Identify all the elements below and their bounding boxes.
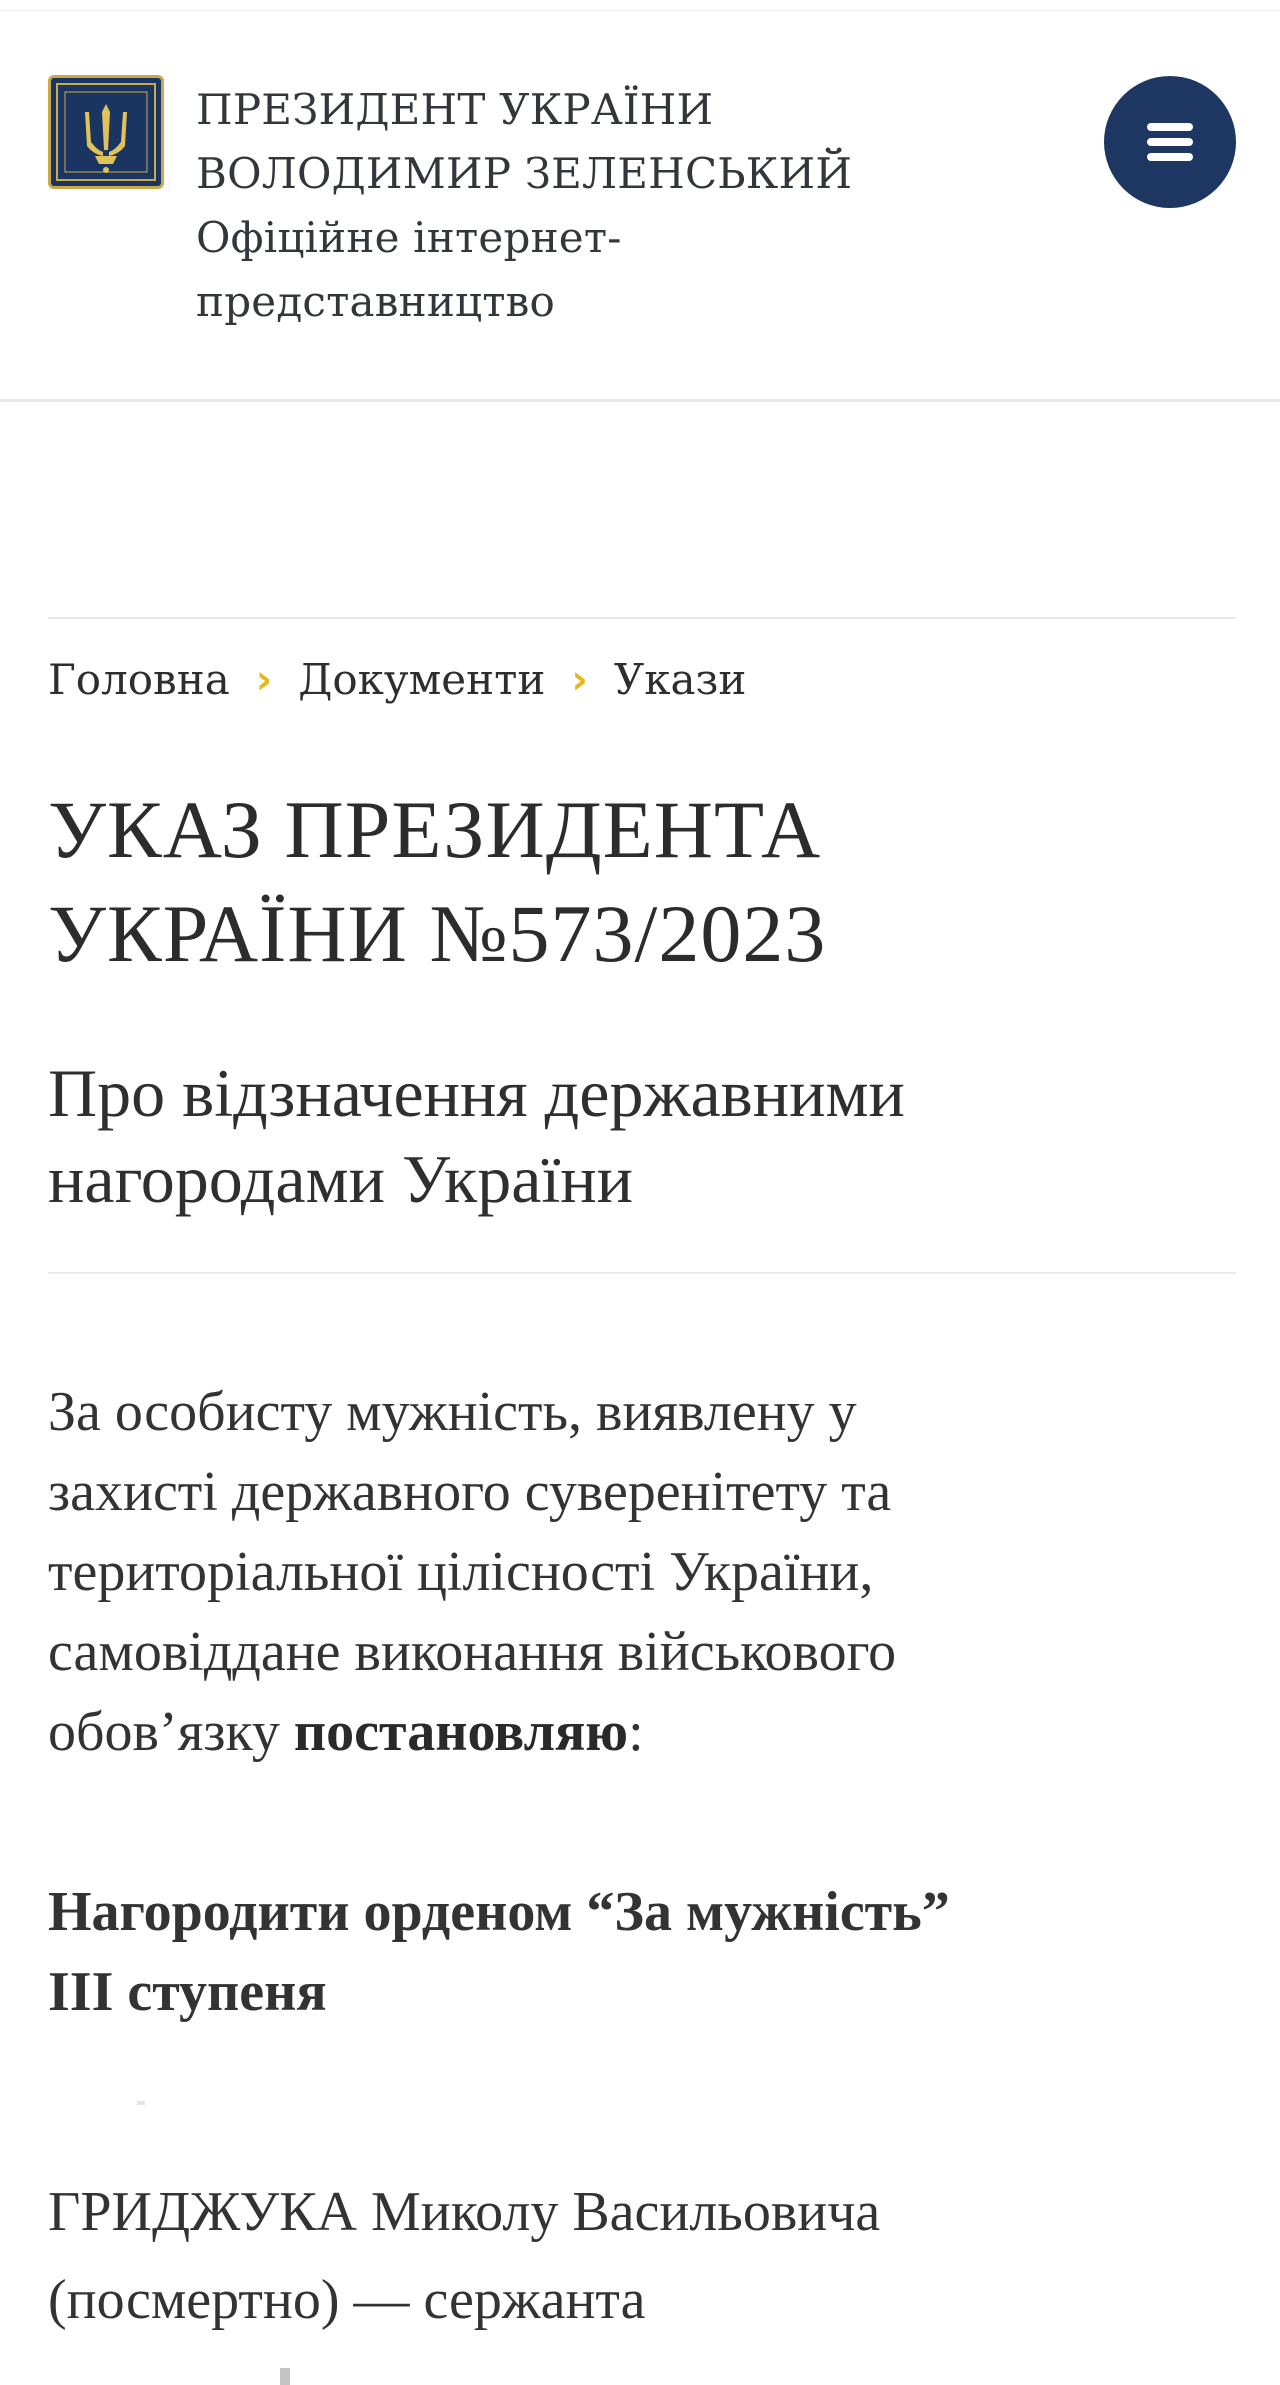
decree-preamble [48,1372,1238,1772]
divider [137,2101,145,2105]
president-name: ВОЛОДИМИР ЗЕЛЕНСЬКИЙ [196,149,853,198]
recipient-entry [48,2168,1238,2344]
award-heading [48,1872,1238,2032]
decree-keyword: постановляю [293,1701,629,1763]
breadcrumb [48,650,746,710]
document-subtitle [48,1050,1238,1222]
breadcrumb-home[interactable]: Головна [48,655,230,704]
divider [48,1272,1236,1274]
page-title-line1: УКАЗ ПРЕЗИДЕНТА [48,784,822,875]
site-subtitle-line2: представництво [196,277,556,326]
site-name[interactable] [196,78,852,334]
trident-emblem-icon[interactable] [48,75,164,189]
award-heading-line2: ІІІ ступеня [48,1961,327,2023]
chevron-right-icon: › [255,657,273,703]
preamble-line: захисті державного суверенітету та [48,1461,892,1523]
preamble-text: обов’язку [48,1701,294,1763]
document-subtitle-line1: Про відзначення державними [48,1055,905,1131]
recipient-rank: (посмертно) — сержанта [48,2269,646,2331]
recipient-name: ГРИДЖУКА Миколу Васильовича [48,2181,881,2243]
preamble-punctuation: : [628,1701,644,1763]
award-heading-line1: Нагородити орденом “За мужність” [48,1881,950,1943]
document-subtitle-line2: нагородами України [48,1141,634,1217]
breadcrumb-decrees[interactable]: Укази [613,655,747,704]
breadcrumb-documents[interactable]: Документи [298,655,546,704]
menu-button[interactable] [1104,76,1236,208]
page-title [48,778,1238,986]
preamble-line [48,1692,1238,1772]
truncated-text [260,2362,300,2385]
preamble-line: територіальної цілісності України, [48,1541,874,1603]
site-subtitle-line1: Офіційне інтернет- [196,213,622,262]
site-header [0,0,1280,402]
chevron-right-icon: › [571,657,588,703]
preamble-line: самовіддане виконання військового [48,1621,897,1683]
hamburger-menu-icon [1147,116,1193,168]
preamble-line: За особисту мужність, виявлену у [48,1381,857,1443]
president-title: ПРЕЗИДЕНТ УКРАЇНИ [196,85,714,134]
page-title-line2: УКРАЇНИ №573/2023 [48,888,827,979]
divider [48,617,1236,619]
